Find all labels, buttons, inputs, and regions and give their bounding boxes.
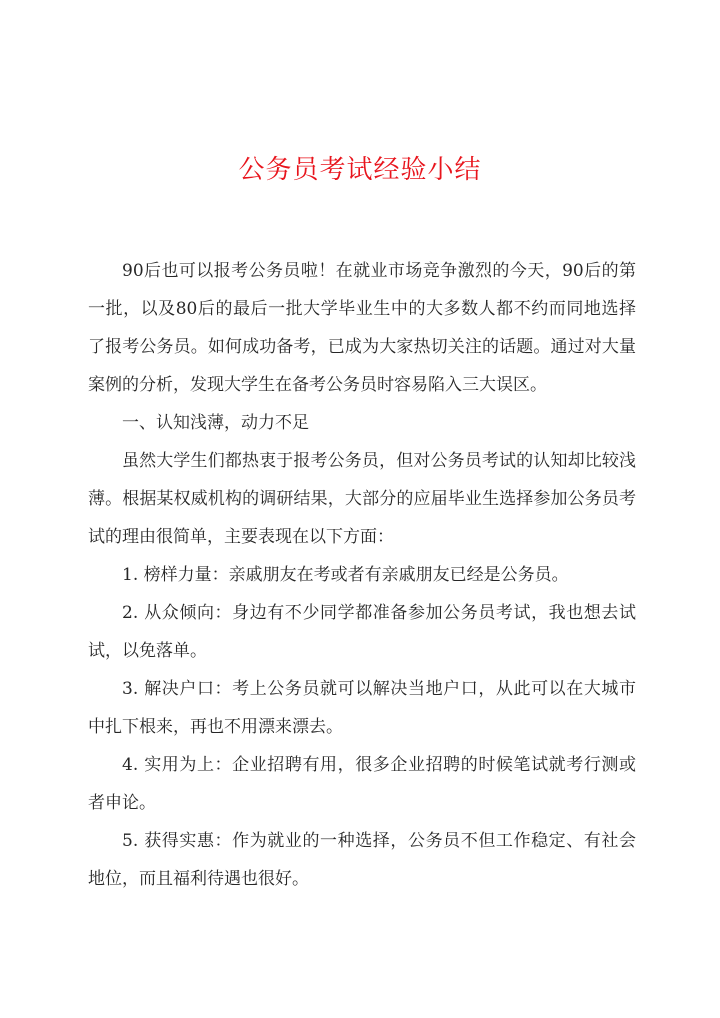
- list-item: 2. 从众倾向：身边有不少同学都准备参加公务员考试，我也想去试试，以免落单。: [88, 603, 636, 661]
- document-title: 公务员考试经验小结: [238, 155, 482, 185]
- body-paragraph: 虽然大学生们都热衷于报考公务员，但对公务员考试的认知却比较浅薄。根据某权威机构的调研结果，大部分的应届毕业生选择参加公务员考试的理由很简单，主要表现在以下方面：: [88, 451, 636, 547]
- list-item: 5. 获得实惠：作为就业的一种选择，公务员不但工作稳定、有社会地位，而且福利待遇也很好。: [88, 831, 636, 889]
- document-body: [88, 252, 636, 898]
- list-item: 3. 解决户口：考上公务员就可以解决当地户口，从此可以在大城市中扎下根来，再也不用漂来漂去。: [88, 679, 636, 737]
- list-item: 1. 榜样力量：亲戚朋友在考或者有亲戚朋友已经是公务员。: [122, 565, 569, 585]
- list-item: 4. 实用为上：企业招聘有用，很多企业招聘的时候笔试就考行测或者申论。: [88, 755, 636, 813]
- section-heading: 一、认知浅薄，动力不足: [122, 413, 309, 433]
- intro-paragraph: 90后也可以报考公务员啦！在就业市场竞争激烈的今天，90后的第一批，以及80后的最后一批大学毕业生中的大多数人都不约而同地选择了报考公务员。如何成功备考，已成为大家热切关注的话题。通过对大量案例的分析，发现大学生在备考公务员时容易陷入三大误区。: [88, 261, 636, 395]
